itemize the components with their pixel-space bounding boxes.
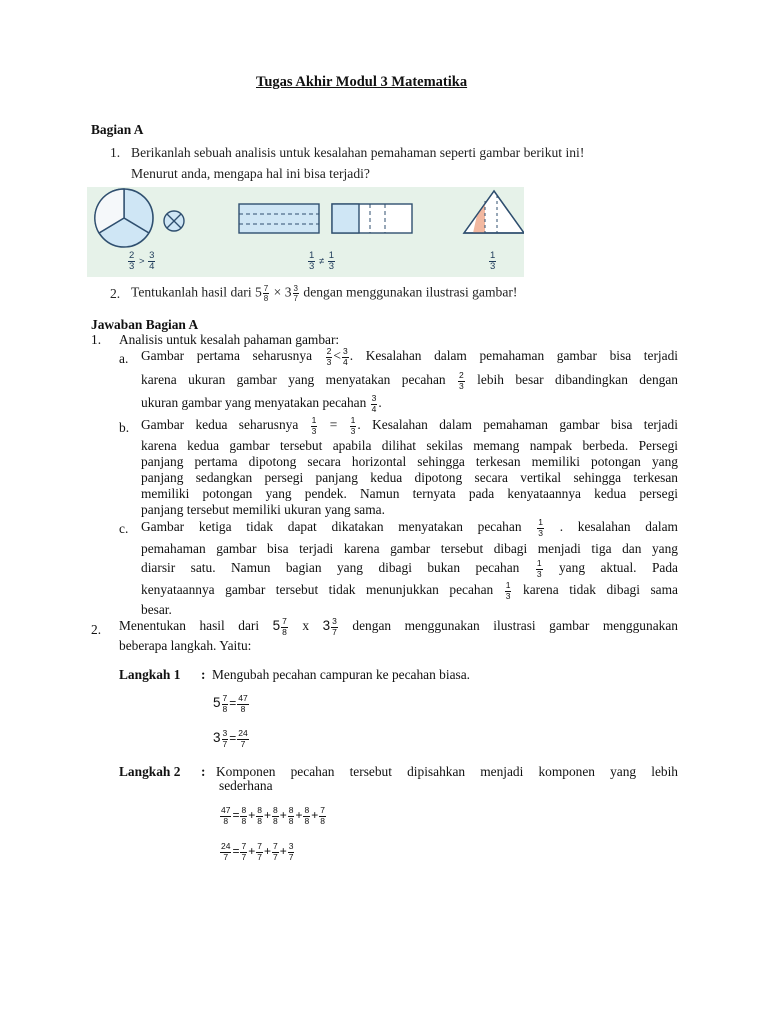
answer-a-line-3: ukuran gambar yang menyatakan pecahan $\frac{3}{4}$ . [141, 393, 382, 414]
step-2-sum-2: $\frac{24}{7}$ = $\frac{7}{7}$ + $\frac{7}{7}$ + $\frac{7}{7}$ + $\frac{3}{7}$ [221, 841, 294, 862]
question-1-line-1: Berikanlah sebuah analisis untuk kesalahan pemahaman seperti gambar berikut ini! [131, 145, 585, 160]
answer-c-line-3: diarsir satu. Namun bagian yang dibagi bukan pecahan $\frac{1}{3}$ yang aktual. Pada [141, 558, 678, 579]
step-1-text: Mengubah pecahan campuran ke pecahan biasa. [212, 667, 471, 682]
step-2-colon: : [201, 764, 206, 779]
step-1-colon: : [201, 667, 206, 682]
misconception-figure [87, 187, 524, 277]
answer-c-label: c. [119, 521, 129, 536]
answer-b-line-1: Gambar kedua seharusnya $\frac{1}{3}$ = $\frac{1}{3}$ . Kesalahan dalam pemahaman gambar bisa terjadi [141, 415, 678, 436]
answer-b-label: b. [119, 420, 130, 435]
step-1-equation-1: 5 $\frac{7}{8}$ = $\frac{47}{8}$ [213, 693, 248, 714]
section-heading: Bagian A [91, 122, 144, 137]
answer-c-line-5: besar. [141, 602, 172, 617]
vertical-rectangle-shape [332, 204, 412, 233]
large-circle-shape [95, 189, 153, 247]
answer-2-line-2: beberapa langkah. Yaitu: [119, 638, 252, 653]
step-1-equation-2: 3 $\frac{3}{7}$ = $\frac{24}{7}$ [213, 728, 248, 749]
answer-a-line-2: karena ukuran gambar yang menyatakan pecahan $\frac{2}{3}$ lebih besar dibandingkan dengan [141, 370, 678, 391]
answer-a-label: a. [119, 351, 129, 366]
answer-heading: Jawaban Bagian A [91, 317, 199, 332]
step-2-label: Langkah 2 [119, 764, 181, 779]
page-title: Tugas Akhir Modul 3 Matematika [256, 74, 468, 90]
answer-b-line-5: memiliki potongan yang pendek. Namun ternyata pada kenyataannya kedua persegi [141, 486, 678, 501]
question-2-number: 2. [110, 286, 121, 301]
answer-2-number: 2. [91, 622, 102, 637]
step-2-text-line-1: Komponen pecahan tersebut dipisahkan menjadi komponen yang lebih [216, 764, 678, 779]
step-2-text-line-2: sederhana [219, 778, 273, 793]
answer-a-line-1: Gambar pertama seharusnya $\frac{2}{3}$ < $\frac{3}{4}$ . Kesalahan dalam pemahaman gambar bisa terjadi [141, 346, 678, 367]
answer-c-line-2: pemahaman gambar bisa terjadi karena gambar tersebut dibagi menjadi tiga dan yang [141, 541, 678, 556]
answer-1-number: 1. [91, 332, 102, 347]
answer-b-line-6: panjang tersebut memiliki ukuran yang sama. [141, 502, 385, 517]
answer-2-line-1: Menentukan hasil dari 5 $\frac{7}{8}$ x 3 $\frac{3}{7}$ dengan menggunakan ilustrasi gambar menggunakan [119, 616, 678, 637]
triangle-shape [464, 191, 524, 233]
question-1-line-2: Menurut anda, mengapa hal ini bisa terjadi? [131, 166, 370, 181]
answer-c-line-4: kenyataannya gambar tersebut tidak menunjukkan pecahan $\frac{1}{3}$ karena tidak dibagi sama [141, 580, 678, 601]
figure-caption-2: $\frac{1}{3}$ ≠ $\frac{1}{3}$ [309, 250, 335, 272]
question-2-text: Tentukanlah hasil dari 5 $\frac{7}{8}$ × 3 $\frac{3}{7}$ dengan menggunakan ilustrasi gambar! [131, 284, 518, 303]
answer-c-line-1: Gambar ketiga tidak dapat dikatakan menyatakan pecahan $\frac{1}{3}$ . kesalahan dalam [141, 517, 678, 538]
answer-b-line-3: panjang pertama dipotong secara horizontal sehingga terkesan memiliki potongan yang [141, 454, 678, 469]
step-1-label: Langkah 1 [119, 667, 181, 682]
figure-caption-1: $\frac{2}{3}$ > $\frac{3}{4}$ [129, 250, 155, 272]
answer-1-intro: Analisis untuk kesalah pahaman gambar: [119, 332, 340, 347]
figure-caption-3: $\frac{1}{3}$ [490, 250, 496, 272]
question-1-number: 1. [110, 145, 121, 160]
step-2-sum-1: $\frac{47}{8}$ = $\frac{8}{8}$ + $\frac{8}{8}$ + $\frac{8}{8}$ + $\frac{8}{8}$ + $\frac{8}{8}$ + $\frac{7}{8}$ [221, 805, 325, 826]
horizontal-rectangle-shape [239, 204, 319, 233]
small-circle-shape [164, 211, 184, 231]
answer-b-line-4: panjang sedangkan persegi panjang kedua dipotong secara vertikal sehingga terkesan [141, 470, 678, 485]
answer-b-line-2: karena kedua gambar tersebut apabila dilihat sekilas memang nampak berbeda. Persegi [141, 438, 678, 453]
